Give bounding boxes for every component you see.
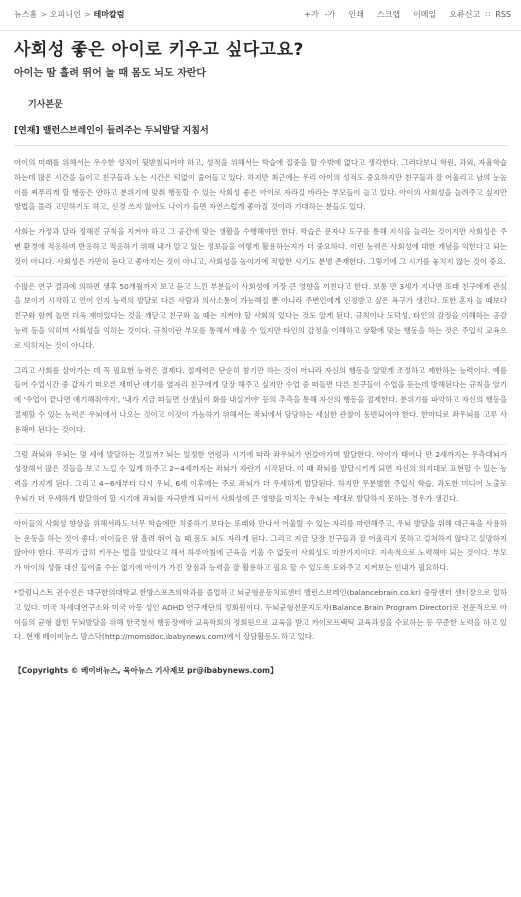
rss-button[interactable]: RSS xyxy=(495,10,511,19)
article-paragraph: 아이들의 사회성 향상을 위해서라도 너무 학습에만 치중하기 보다는 또래와 만나서 어울릴 수 있는 자리를 마련해주고, 우뇌 발달을 위해 대근육을 사용하는 운동을 하는 것이 좋다. 아이들은 땀 흘려 뛰어 놀 때 몸도 뇌도 자라게 된다. 그리고 지금 당장 친구들과 잘 어울리지 못하고 걸쳐하지 않다고 실망하지 않아야 한다. 무리가 급히 키우는 법을 알았다고 해서 하루아침에 근육을 키울 수 없듯이 사회성도 마찬가지이다. 지속적으로 노력해야 되는 것이다. 부모가 아이의 성품 대신 들어줄 수는 없기에 아이가 가진 장점과 능력을 잘 활용하고 필요 할 수 있도록 도와주고 지켜보는 인내가 필요하다. xyxy=(14,514,507,583)
article-paragraph: 아이의 미래를 위해서는 우수한 성적이 뒷받침되어야 하고, 성적을 위해서는 학습에 집중을 할 수밖에 없다고 생각한다. 그러다보니 학원, 과외, 자율학습 하는데 많은 시간을 들이고 친구들과 노는 시간은 턱없이 줄어들고 있다. 하지만 최근에는 우리 아이의 성적도 중요하지만 친구들과 잘 어울리고 남의 눈높이를 찌푸리게 할 행동은 안하고 분위기에 맞춰 행동할 수 있는 사회성 좋은 아이로 자라길 바라는 부모들이 늘고 있다. 아이의 사회성을 늘려주고 싶지만 방법을 몰라 고민하기도 하고, 신경 쓰지 않아도 나이가 들면 자연스럽게 좋아질 것이라 기대하는 분들도 있다. xyxy=(14,146,507,222)
report-error-button[interactable]: 오류신고 xyxy=(449,10,481,19)
copyright-notice: 【Copyrights © 베이비뉴스, 육아뉴스 기사제보 pr@ibabynews.com】 xyxy=(14,666,278,676)
article xyxy=(0,39,521,677)
breadcrumb-separator: > xyxy=(83,10,91,19)
breadcrumb xyxy=(14,0,124,30)
article-toolbar xyxy=(298,0,511,30)
top-bar xyxy=(0,0,521,31)
rss-icon[interactable]: ∷ xyxy=(485,10,491,19)
section-label: 기사본문 xyxy=(28,100,63,110)
article-paragraph: 사회는 가정과 달라 정해진 규칙을 지켜야 하고 그 공간에 맞는 생활을 수행해야만 한다. 학습은 문자나 도구를 통해 지식을 늘리는 것이지만 사회성은 주변 환경에 적응하며 반응하고 적응하기 위해 내가 알고 있는 정보들을 어떻게 활용하는지가 더 중요하다. 이런 능력은 사회성에 대한 개념을 익힌다고 되는 것이 아니다. 사회성은 가만히 듣다고 좋아지는 것이 아니고, 사회성을 높이기에 적합한 시기도 분명 존재한다. 그렇기에 그 시기를 놓치지 않는 것이 중요. xyxy=(14,222,507,276)
article-subtitle: 아이는 땀 흘려 뛰어 놀 때 몸도 뇌도 자란다 xyxy=(14,68,207,79)
breadcrumb-theme-column[interactable]: 테마칼럼 xyxy=(93,10,125,19)
breadcrumb-separator: > xyxy=(40,10,47,19)
font-size-up-button[interactable]: +가 xyxy=(304,10,319,19)
article-paragraph: 수많은 연구 결과에 의하면 생후 50개월까지 보고 듣고 느낀 부분들이 사회성에 가장 큰 영향을 끼친다고 한다. 보통 만 3세가 지나면 또래 친구에게 관심을 보이기 시작하고 언어 인지 능력의 발달로 다른 사람과 의사소통이 가능해질 뿐 아니라 주변인에게 인정받고 싶은 욕구가 생긴다. 또한 혼자 놀 때보다 친구와 함께 놀면 더욱 재미있다는 것을 깨닫고 친구와 놀 때는 지켜야 할 사회의 있다는 것도 알게 된다. 규칙이나 도덕성, 타인의 감정을 이해하는 공감 능력 등을 익히며 사회성을 익히는 것이다. 규칙이란 부모를 통해서 배울 수 있지만 타인의 감정을 이해하고 상황에 맞는 행동을 하는 것은 주입식 교육으로 익히지는 것이 아니다. xyxy=(14,277,507,361)
print-button[interactable]: 인쇄 xyxy=(348,10,364,19)
article-paragraph: 그럼 좌뇌와 우뇌는 몇 세에 발달하는 것일까? 뇌는 일정한 연령과 시기에 따라 좌우뇌가 번갈아가며 발달한다. 아이가 태어나 만 2세까지는 우측대뇌가 성장해서 많은 것들을 보고 느낄 수 있게 하주고 2~4세까지는 좌뇌가 자란기 시작된다. 이 때 좌뇌를 발달시키게 되면 자신의 의지대로 표현할 수 있는 능력을 가지게 된다. 그리고 4~6세부터 다시 우뇌, 6세 이후에는 주로 좌뇌가 더 우세하게 발달된다. 하지만 무분별한 주입식 학습, 과도한 미디어 노출로 우뇌가 더 우세하게 발달하여 할 시기에 좌뇌를 자극받게 되어서 사회성에 큰 영향을 미치는 우뇌는 제대로 발달하지 못하는 경우가 생긴다. xyxy=(14,445,507,514)
email-button[interactable]: 이메일 xyxy=(413,10,437,19)
article-paragraph: 그리고 사회를 살아가는 데 꼭 필요한 능력은 절제다. 절제력은 단순히 참기만 하는 것이 아니라 자신의 행동을 알맞게 조정하고 제한하는 능력이다. 예를 들어 수업시간 중 갑자기 떠오른 재미난 얘기를 옆자리 친구에게 당장 해주고 싶지만 수업 중 떠들면 다른 친구들이 수업을 듣는데 방해된다는 규칙을 알기에 '수업이 끝나면 얘기해줘야지', '내가 지금 떠들면 선생님이 화를 내실거야' 등의 추측을 통해 자신의 행동을 절제한다. 분위기를 파악하고 자신의 행동을 절제할 수 있는 능력은 우뇌에서 나오는 것이고 이것이 가능하기 위해서는 좌뇌에서 담당하는 세심한 관찰이 동반되어야 한다. 한마디로 좌우뇌를 고루 사용해야 된다는 것이다. xyxy=(14,361,507,445)
breadcrumb-opinion[interactable]: 오피니언 xyxy=(49,10,81,19)
series-title: [연재] 밸런스브레인이 들려주는 두뇌발달 지침서 xyxy=(14,125,507,146)
font-size-down-button[interactable]: -가 xyxy=(324,10,336,19)
author-bio: *칼럼니스트 권수진은 대구한의대학교 한방스포츠의학과를 졸업하고 뇌균형운동치료센터 밸런스브레인(balancebrain.co.kr) 중랑센터 센터장으로 일하고 있다. 미국 차세대연구소와 미국 아동 성인 ADHD 연구재단의 정회원이다. 두뇌균형전문지도자(Balance Brain Program Director)로 전문적으로 아이들의 균형 잡힌 두뇌발달을 위해 한국청서 행동장애아 교육학회의 정회원으로 교육을 받고 카이로프랙틱 교육과정을 수료하는 등 꾸준한 노력을 하고 있다. 현재 베이비뉴스 맘스닥(http://momsdoc.ibabynews.com)에서 상담활동도 하고 있다. xyxy=(14,587,507,642)
article-title: 사회성 좋은 아이로 키우고 싶다고요? xyxy=(14,40,304,60)
scrap-button[interactable]: 스크랩 xyxy=(376,10,401,19)
breadcrumb-news-home[interactable]: 뉴스홈 xyxy=(14,10,38,19)
